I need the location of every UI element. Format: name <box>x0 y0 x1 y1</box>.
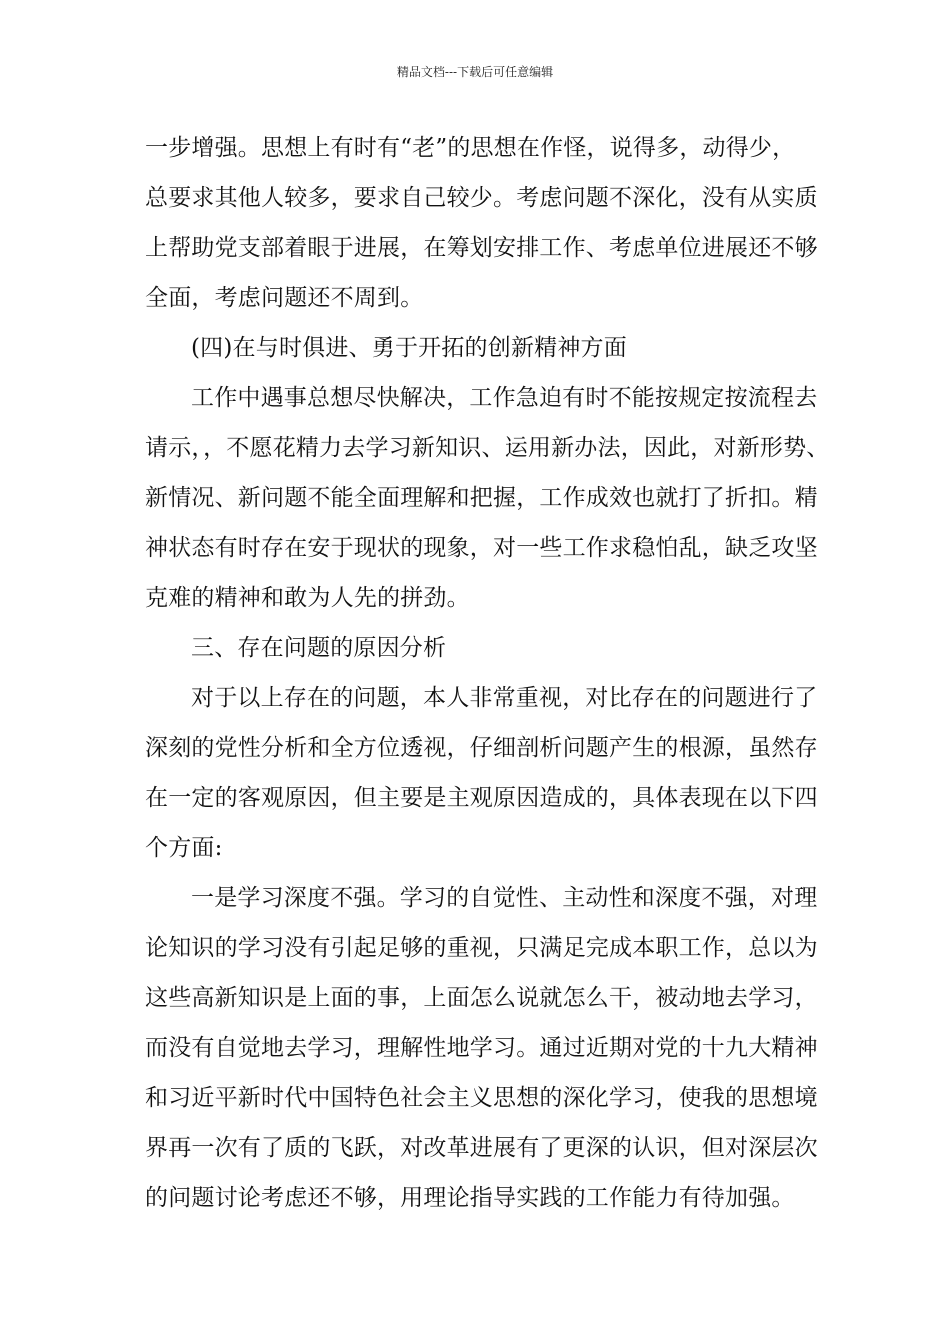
paragraph-line: 和习近平新时代中国特色社会主义思想的深化学习，使我的思想境 <box>145 1085 818 1111</box>
paragraph-line: 深刻的党性分析和全方位透视，仔细剖析问题产生的根源，虽然存 <box>145 735 818 761</box>
paragraph-line: 工作中遇事总想尽快解决，工作急迫有时不能按规定按流程去 <box>191 385 818 411</box>
paragraph-line: 总要求其他人较多，要求自己较少。考虑问题不深化，没有从实质 <box>145 185 818 211</box>
paragraph-line: 的问题讨论考虑还不够，用理论指导实践的工作能力有待加强。 <box>145 1185 795 1211</box>
paragraph-line: 神状态有时存在安于现状的现象，对一些工作求稳怕乱，缺乏攻坚 <box>145 535 818 561</box>
paragraph-line: 一步增强。思想上有时有“老”的思想在作怪，说得多，动得少， <box>145 135 796 161</box>
paragraph-line: 论知识的学习没有引起足够的重视，只满足完成本职工作，总以为 <box>145 935 818 961</box>
section-heading: (四)在与时俱进、勇于开拓的创新精神方面 <box>191 335 627 361</box>
paragraph-line: 个方面: <box>145 835 223 861</box>
page-header: 精品文档---下载后可任意编辑 <box>396 65 554 79</box>
paragraph-line: 在一定的客观原因，但主要是主观原因造成的，具体表现在以下四 <box>145 785 818 811</box>
paragraph-line: 界再一次有了质的飞跃，对改革进展有了更深的认识，但对深层次 <box>145 1135 818 1161</box>
paragraph-line: 新情况、新问题不能全面理解和把握，工作成效也就打了折扣。精 <box>145 485 818 511</box>
paragraph-line: 对于以上存在的问题，本人非常重视，对比存在的问题进行了 <box>191 685 818 711</box>
paragraph-line: 克难的精神和敢为人先的拼劲。 <box>145 585 470 611</box>
paragraph-line: 这些高新知识是上面的事，上面怎么说就怎么干，被动地去学习， <box>145 985 818 1011</box>
paragraph-line: 全面，考虑问题还不周到。 <box>145 285 424 311</box>
paragraph-line: 上帮助党支部着眼于进展，在筹划安排工作、考虑单位进展还不够 <box>145 235 818 261</box>
paragraph-line: 请示，，不愿花精力去学习新知识、运用新办法，因此，对新形势、 <box>145 435 830 461</box>
paragraph-line: 一是学习深度不强。学习的自觉性、主动性和深度不强，对理 <box>191 885 818 911</box>
section-heading: 三、存在问题的原因分析 <box>191 635 447 661</box>
paragraph-line: 而没有自觉地去学习，理解性地学习。通过近期对党的十九大精神 <box>145 1035 818 1061</box>
